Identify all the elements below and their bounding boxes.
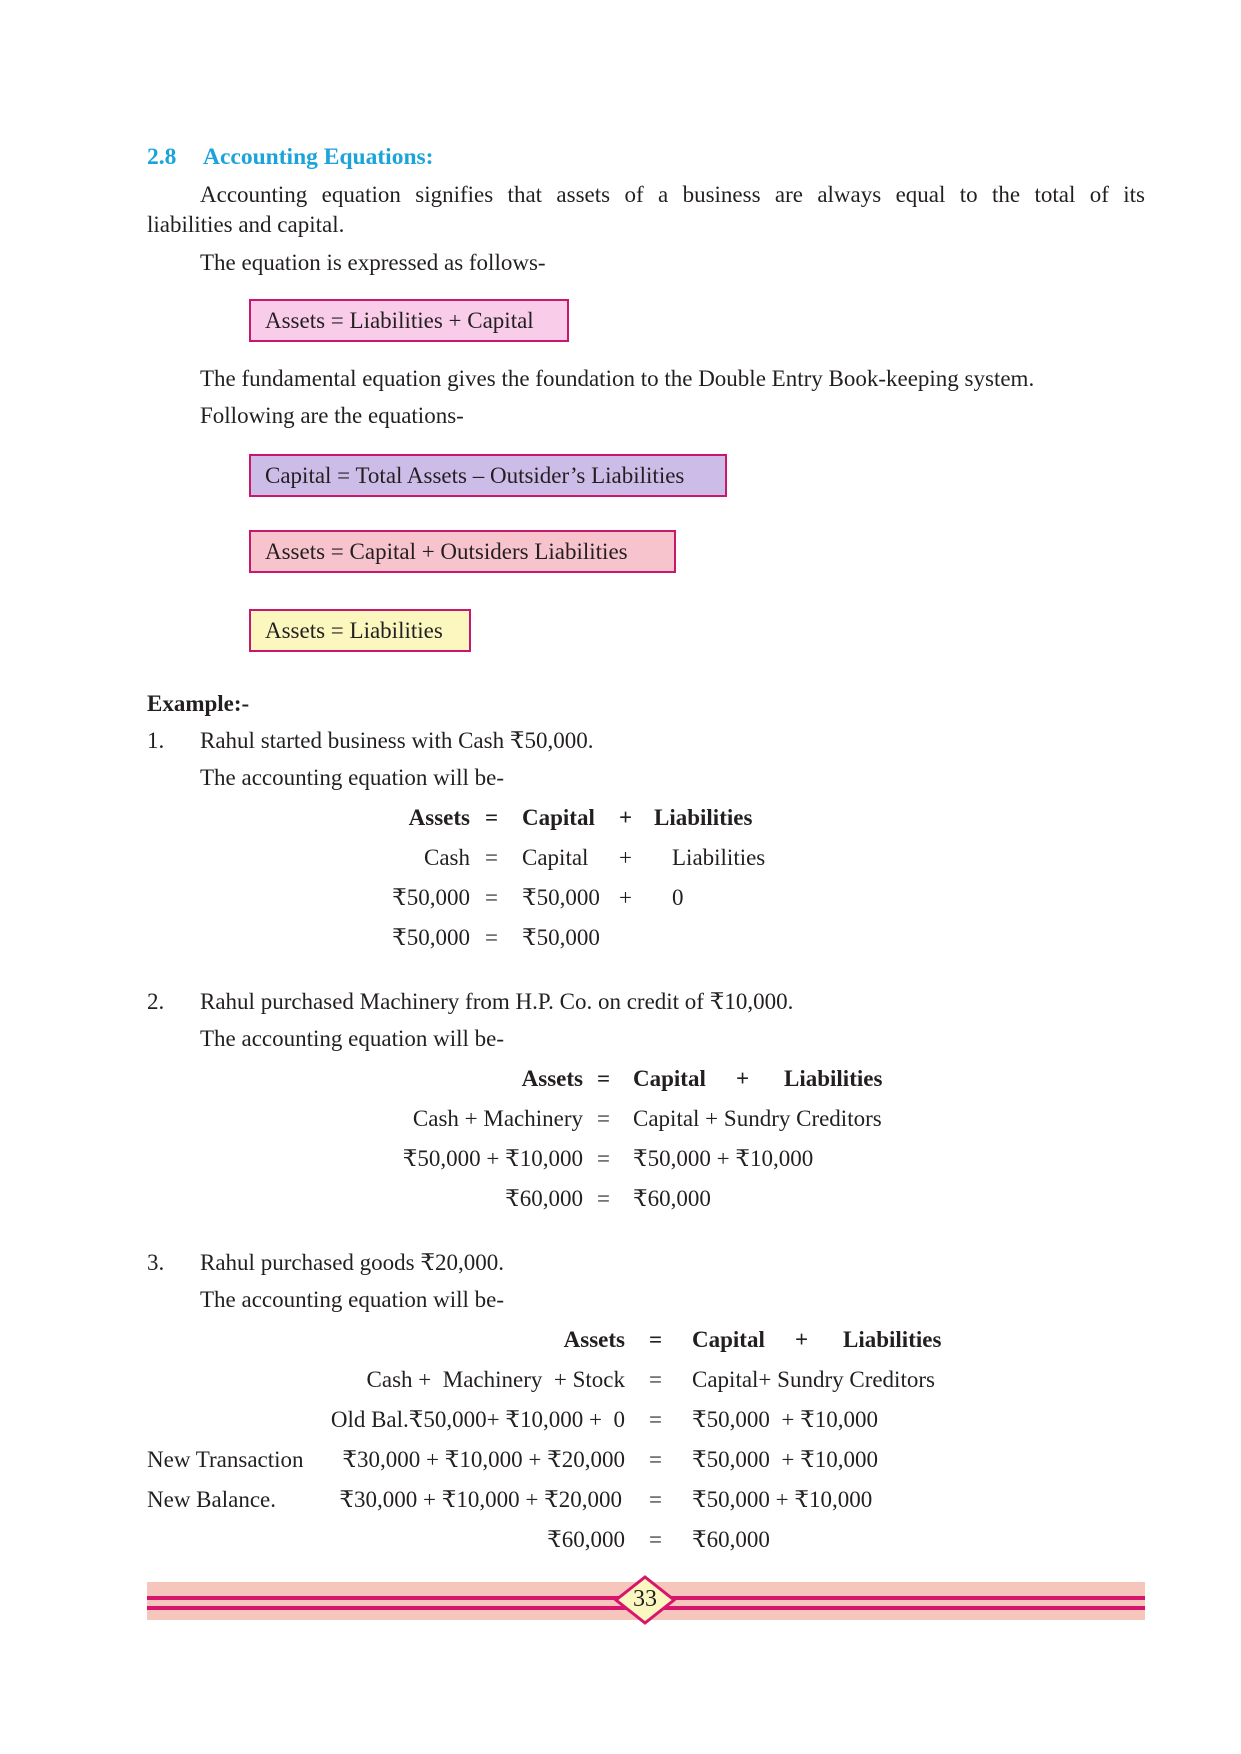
ex1-row1-assets: Cash — [424, 845, 470, 870]
ex3-header-assets: Assets — [563, 1327, 625, 1352]
ex1-row2-liabilities: 0 — [672, 885, 684, 910]
ex3-row5-eq: = — [649, 1527, 662, 1552]
example-2-intro: The accounting equation will be- — [200, 1026, 505, 1051]
example-1-text: Rahul started business with Cash ₹50,000. — [200, 728, 594, 753]
example-1-intro: The accounting equation will be- — [200, 765, 505, 790]
ex3-row3-assets: ₹30,000 + ₹10,000 + ₹20,000 — [342, 1447, 625, 1472]
ex1-row1-liabilities: Liabilities — [672, 845, 766, 870]
ex1-row1-plus: + — [619, 845, 632, 870]
section-number: 2.8 — [147, 144, 177, 170]
ex3-row5-assets: ₹60,000 — [547, 1527, 625, 1552]
ex1-row1-capital: Capital — [522, 845, 589, 870]
example-3-intro: The accounting equation will be- — [200, 1287, 505, 1312]
ex1-row2-plus: + — [619, 885, 632, 910]
ex1-row2-assets: ₹50,000 — [392, 885, 470, 910]
ex2-row3-assets: ₹60,000 — [505, 1186, 583, 1211]
example-3-text: Rahul purchased goods ₹20,000. — [200, 1250, 505, 1275]
fundamental-text: The fundamental equation gives the foundation to the Double Entry Book-keeping system. — [200, 366, 1035, 391]
ex3-row3-label: New Transaction — [147, 1447, 304, 1472]
ex1-row3-eq: = — [485, 925, 498, 950]
ex1-row1-eq: = — [485, 845, 498, 870]
ex2-row3-eq: = — [597, 1186, 610, 1211]
ex3-header-capital: Capital — [692, 1327, 765, 1352]
ex1-header-assets: Assets — [408, 805, 470, 830]
ex2-row1-assets: Cash + Machinery — [412, 1106, 583, 1131]
ex3-row4-assets: ₹30,000 + ₹10,000 + ₹20,000 — [339, 1487, 622, 1512]
example-title: Example:- — [147, 691, 250, 716]
ex3-row2-eq: = — [649, 1407, 662, 1432]
ex3-row5-right: ₹60,000 — [692, 1527, 770, 1552]
ex3-row3-right: ₹50,000 + ₹10,000 — [692, 1447, 878, 1472]
ex2-header-liabilities: Liabilities — [784, 1066, 883, 1091]
ex3-row4-right: ₹50,000 + ₹10,000 — [692, 1487, 873, 1512]
example-2-text: Rahul purchased Machinery from H.P. Co. on credit of ₹10,000. — [200, 989, 794, 1014]
ex1-header-capital: Capital — [522, 805, 595, 830]
ex2-row1-eq: = — [597, 1106, 610, 1131]
ex3-row1-assets: Cash + Machinery + Stock — [366, 1367, 625, 1392]
ex2-row3-right: ₹60,000 — [633, 1186, 711, 1211]
section-title: Accounting Equations: — [203, 144, 434, 170]
page-number: 33 — [633, 1586, 657, 1612]
following-text: Following are the equations- — [200, 403, 464, 428]
ex3-row2-assets: Old Bal.₹50,000+ ₹10,000 + 0 — [330, 1407, 625, 1432]
ex2-header-eq: = — [597, 1066, 611, 1091]
ex2-header-assets: Assets — [521, 1066, 583, 1091]
ex1-row2-capital: ₹50,000 — [522, 885, 600, 910]
example-2-number: 2. — [147, 989, 165, 1014]
ex1-row3-assets: ₹50,000 — [392, 925, 470, 950]
ex2-header-capital: Capital — [633, 1066, 706, 1091]
ex3-row2-right: ₹50,000 + ₹10,000 — [692, 1407, 878, 1432]
intro-line-2: liabilities and capital. — [147, 212, 345, 237]
ex3-row3-eq: = — [649, 1447, 662, 1472]
ex3-row4-label: New Balance. — [147, 1487, 276, 1512]
ex1-header-liabilities: Liabilities — [654, 805, 753, 830]
ex3-row1-eq: = — [649, 1367, 662, 1392]
ex1-row3-capital: ₹50,000 — [522, 925, 600, 950]
equation-box-main: Assets = Liabilities + Capital — [249, 299, 569, 342]
ex1-header-eq: = — [485, 805, 499, 830]
example-1-number: 1. — [147, 728, 165, 753]
ex3-row4-eq: = — [649, 1487, 662, 1512]
ex2-row1-right: Capital + Sundry Creditors — [633, 1106, 882, 1131]
ex2-row2-assets: ₹50,000 + ₹10,000 — [402, 1146, 583, 1171]
equation-box-assets-liabilities: Assets = Liabilities — [249, 609, 471, 652]
expressed-text: The equation is expressed as follows- — [200, 250, 546, 275]
ex3-header-liabilities: Liabilities — [843, 1327, 942, 1352]
intro-line-1: Accounting equation signifies that assets of a business are always equal to the total of its — [200, 182, 1145, 207]
ex3-header-plus: + — [795, 1327, 809, 1352]
ex2-header-plus: + — [736, 1066, 750, 1091]
ex1-row2-eq: = — [485, 885, 498, 910]
ex2-row2-right: ₹50,000 + ₹10,000 — [633, 1146, 814, 1171]
ex3-header-eq: = — [649, 1327, 663, 1352]
equation-box-assets-capital: Assets = Capital + Outsiders Liabilities — [249, 530, 676, 573]
example-3-number: 3. — [147, 1250, 165, 1275]
ex3-row1-right: Capital+ Sundry Creditors — [692, 1367, 935, 1392]
ex2-row2-eq: = — [597, 1146, 610, 1171]
ex1-header-plus: + — [619, 805, 633, 830]
equation-box-capital: Capital = Total Assets – Outsider’s Liabilities — [249, 454, 727, 497]
